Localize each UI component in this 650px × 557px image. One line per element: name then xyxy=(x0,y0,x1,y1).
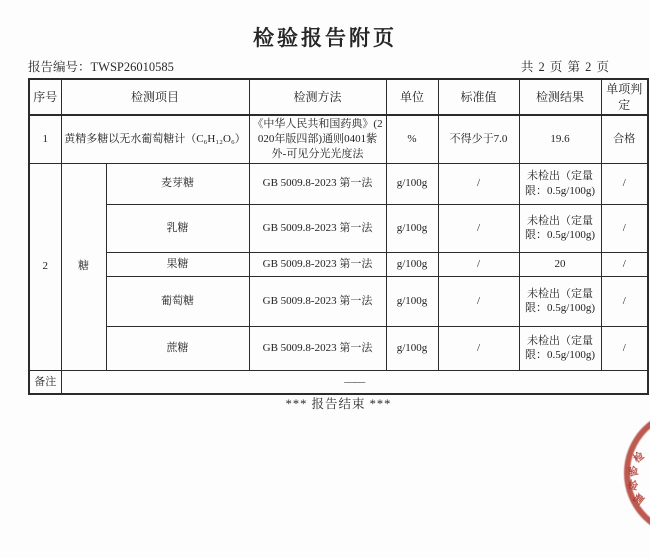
red-seal-stamp-char: 测 xyxy=(630,492,646,508)
red-seal-stamp-char: 检 xyxy=(626,480,639,493)
sugar-result: 20 xyxy=(519,252,601,276)
sugar-item: 葡萄糖 xyxy=(106,276,249,326)
table-row xyxy=(29,115,648,163)
red-seal-stamp-char: 验 xyxy=(627,466,640,479)
table-row xyxy=(29,163,648,204)
sugar-method: GB 5009.8-2023 第一法 xyxy=(249,276,386,326)
header-unit: 单位 xyxy=(386,79,438,115)
sugar-judge: / xyxy=(601,163,648,204)
sugar-method: GB 5009.8-2023 第一法 xyxy=(249,326,386,370)
report-number xyxy=(28,57,174,75)
header-item: 检测项目 xyxy=(61,79,249,115)
row1-method: 《中华人民共和国药典》(2020年版四部)通则0401紫外-可见分光光度法 xyxy=(249,115,386,163)
row1-unit: % xyxy=(386,115,438,163)
row1-seq: 1 xyxy=(29,115,61,163)
sugar-standard: / xyxy=(438,276,519,326)
sugar-unit: g/100g xyxy=(386,326,438,370)
table-row xyxy=(29,326,648,370)
header-seq: 序号 xyxy=(29,79,61,115)
sugar-item: 麦芽糖 xyxy=(106,163,249,204)
report-number-label: 报告编号： xyxy=(28,60,91,74)
sugar-standard: / xyxy=(438,204,519,252)
sugar-judge: / xyxy=(601,276,648,326)
sugar-item: 果糖 xyxy=(106,252,249,276)
sugar-method: GB 5009.8-2023 第一法 xyxy=(249,204,386,252)
sugar-method: GB 5009.8-2023 第一法 xyxy=(249,252,386,276)
sugar-item: 蔗糖 xyxy=(106,326,249,370)
header-method: 检测方法 xyxy=(249,79,386,115)
sugar-item: 乳糖 xyxy=(106,204,249,252)
table-row xyxy=(29,204,648,252)
sugar-standard: / xyxy=(438,252,519,276)
remark-label: 备注 xyxy=(29,370,61,394)
row1-item: 黄精多糖以无水葡萄糖计（C₆H₁₂O₆） xyxy=(61,115,249,163)
red-seal-stamp-char: 检 xyxy=(631,450,647,466)
sugar-standard: / xyxy=(438,326,519,370)
results-table xyxy=(28,78,649,395)
sugar-judge: / xyxy=(601,204,648,252)
sugar-result: 未检出（定量限：0.5g/100g) xyxy=(519,276,601,326)
sugar-method: GB 5009.8-2023 第一法 xyxy=(249,163,386,204)
sugar-result: 未检出（定量限：0.5g/100g) xyxy=(519,163,601,204)
row1-judge: 合格 xyxy=(601,115,648,163)
sugar-unit: g/100g xyxy=(386,163,438,204)
report-end-note: *** 报告结束 *** xyxy=(285,397,392,411)
table-header-row xyxy=(29,79,648,115)
pagination: 共 2 页 第 2 页 xyxy=(520,60,610,74)
header-judge: 单项判定 xyxy=(601,79,648,115)
sugar-result: 未检出（定量限：0.5g/100g) xyxy=(519,326,601,370)
sugar-judge: / xyxy=(601,326,648,370)
group2-seq: 2 xyxy=(29,163,61,370)
report-meta-row xyxy=(28,57,622,75)
report-number-value: TWSP26010585 xyxy=(90,60,174,74)
sugar-standard: / xyxy=(438,163,519,204)
row1-standard: 不得少于7.0 xyxy=(438,115,519,163)
table-row xyxy=(29,252,648,276)
header-standard: 标准值 xyxy=(438,79,519,115)
sugar-unit: g/100g xyxy=(386,276,438,326)
remark-value: —— xyxy=(61,370,648,394)
sugar-judge: / xyxy=(601,252,648,276)
row1-result: 19.6 xyxy=(519,115,601,163)
sugar-unit: g/100g xyxy=(386,252,438,276)
group2-label: 糖 xyxy=(61,163,106,370)
page-title: 检验报告附页 xyxy=(253,26,397,50)
header-result: 检测结果 xyxy=(519,79,601,115)
sugar-result: 未检出（定量限：0.5g/100g) xyxy=(519,204,601,252)
remark-row xyxy=(29,370,648,394)
table-row xyxy=(29,276,648,326)
sugar-unit: g/100g xyxy=(386,204,438,252)
